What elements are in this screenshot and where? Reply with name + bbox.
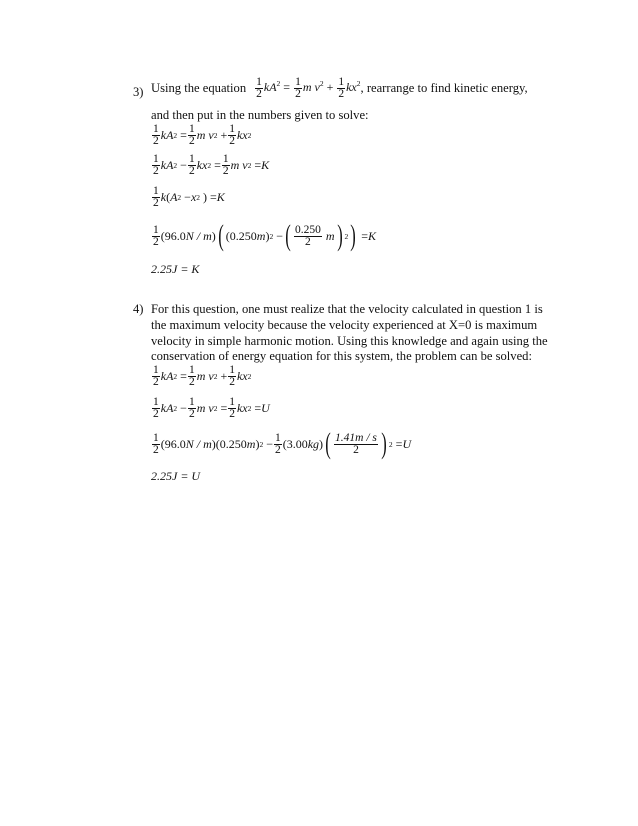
q3-intro-before: Using the equation (151, 80, 247, 95)
q3-line2: and then put in the numbers given to solve: (151, 108, 369, 122)
q3-intro-after: , rearrange to find kinetic energy, (360, 80, 528, 95)
q3-intro-equation: $\frac{1}{2}$ $kA^2$ = $\frac{1}{2}$ m $v^2$ + $\frac{1}{2}$ $kx^2$ (256, 75, 361, 100)
q4-step1: $\frac{1}{2}$ kA 2 = $\frac{1}{2}$ m v 2 + $\frac{1}{2}$ kx 2 (153, 363, 252, 388)
q4-line-3: velocity in simple harmonic motion. Using this knowledge and again using the (151, 334, 548, 348)
q4-number: 4) (133, 302, 144, 316)
q4-step3: $\frac{1}{2}$ (96.0 N / m )(0.250 m ) 2 − $\frac{1}{2}$ (3.00 kg ) ( $\frac{1.41m / s}{2}$ ) 2 = U (153, 427, 412, 460)
q3-step1: $\frac{1}{2}$ kA 2 = $\frac{1}{2}$ m v 2 + $\frac{1}{2}$ kx 2 (153, 122, 252, 147)
q3-number: 3) (133, 85, 144, 99)
q3-step3: $\frac{1}{2}$ k ( A 2 − x 2 ) = K (153, 184, 225, 209)
q3-intro-line (151, 76, 528, 100)
q4-line-1: For this question, one must realize that the velocity calculated in question 1 is (151, 302, 543, 316)
q4-line-4: conservation of energy equation for this system, the problem can be solved: (151, 349, 532, 363)
q4-result: 2.25J = U (151, 469, 201, 483)
q3-step4: $\frac{1}{2}$ (96.0 N / m ) ( (0.250 m ) 2 − ( $\frac{0.250}{2}$ m ) 2 ) = K (153, 219, 377, 252)
q4-line-2: the maximum velocity because the velocity experienced at X=0 is maximum (151, 318, 538, 332)
q3-step2: $\frac{1}{2}$ kA 2 − $\frac{1}{2}$ kx 2 = $\frac{1}{2}$ m v 2 = K (153, 152, 270, 177)
q3-result: 2.25J = K (151, 262, 200, 276)
q4-step2: $\frac{1}{2}$ kA 2 − $\frac{1}{2}$ m v 2 = $\frac{1}{2}$ kx 2 = U (153, 395, 270, 420)
